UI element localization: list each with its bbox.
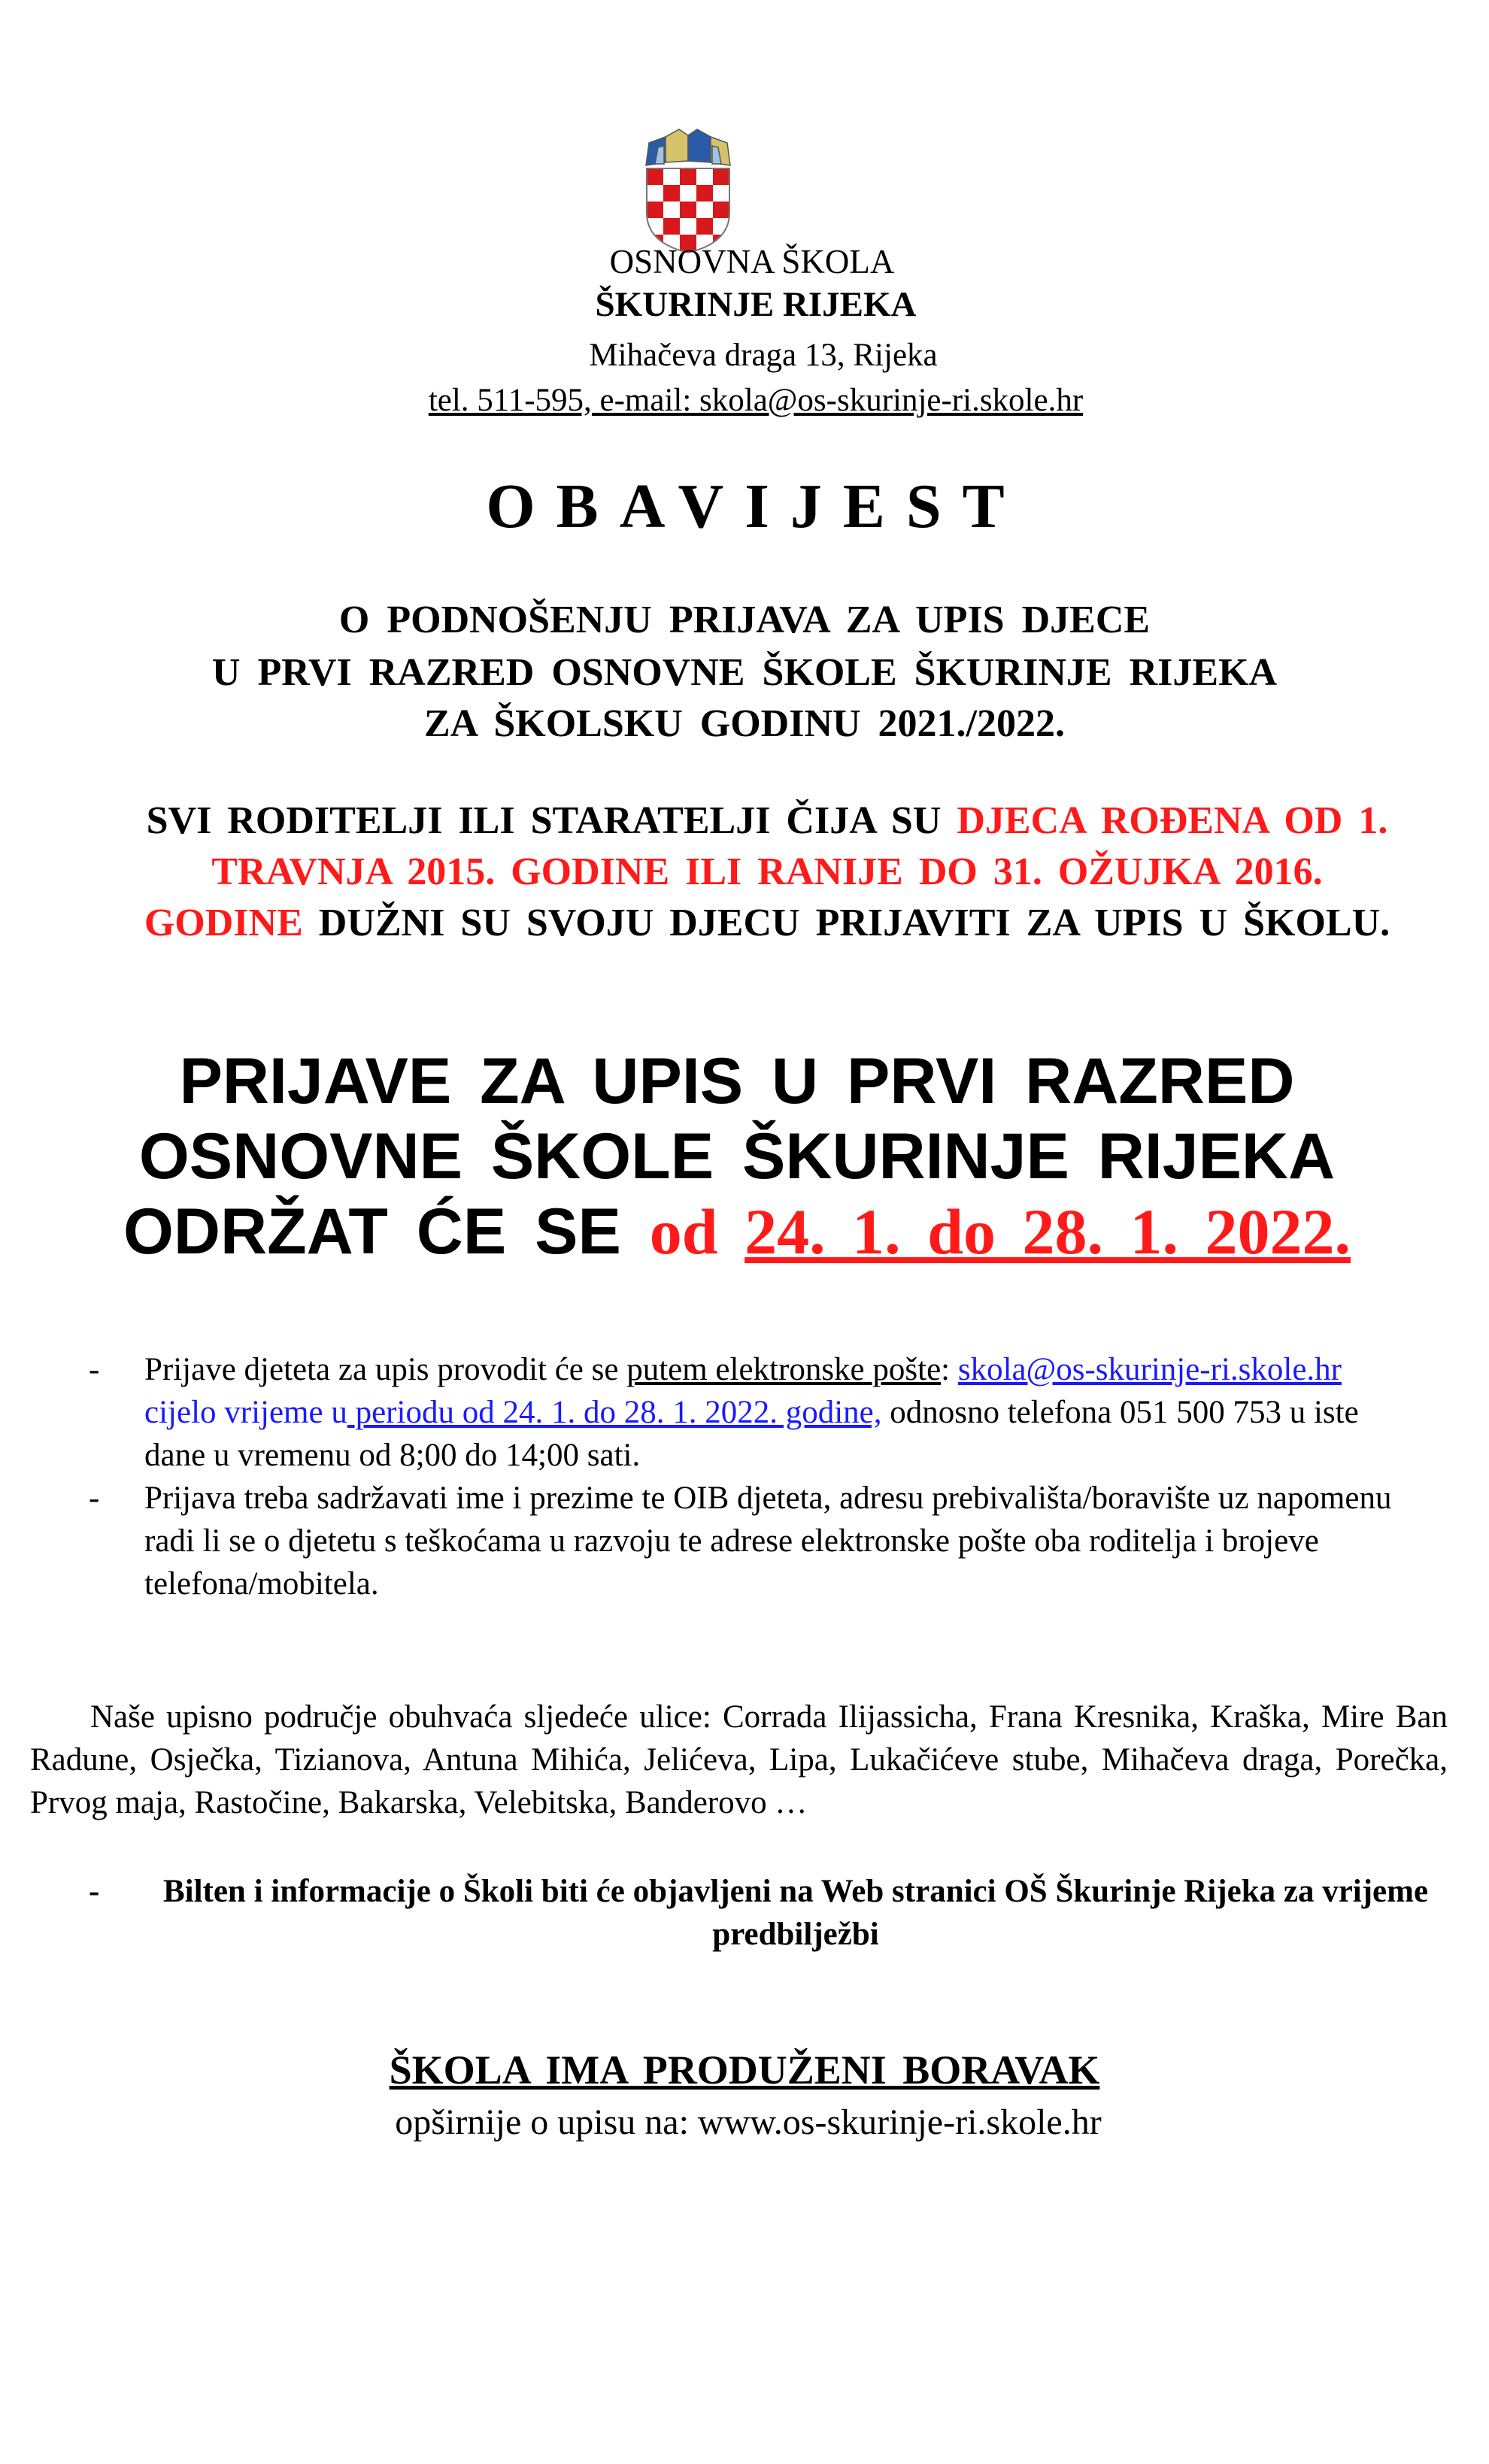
list-item [89,1477,1397,1605]
instruction-text: odnosno telefona 051 500 753 u iste dane u vremenu od 8;00 do 14;00 sati. [144,1395,1359,1473]
dash-bullet: - [89,1481,100,1516]
bulletin-text: Bilten i informacije o Školi biti će objavljeni na Web stranici OŠ Škurinje Rijeka za vrijeme predbilježbi [162,1874,1429,1952]
extended-stay-notice [0,2047,1489,2093]
list-item [89,1870,1442,1956]
bulletin-list [89,1870,1442,1956]
more-info-url[interactable]: opširnije o upisu na: www.os-skurinje-ri.skole.hr [395,2102,1102,2142]
enrollment-area-paragraph: Naše upisno područje obuhvaća sljedeće ulice: Corrada Ilijassicha, Frana Kresnika, Kraška, Mire Ban Radune, Osječka, Tizianova, Antuna Mihića, Jelićeva, Lipa, Lukačićeve stube, Mihačeva draga, Porečka, Prvog maja, Rastočine, Bakarska, Velebitska, Banderovo … [30,1699,1448,1820]
instruction-text: Prijave djeteta za upis provodit će se [144,1352,627,1387]
email-method: putem elektronske pošte [626,1352,942,1387]
headline-line-2: OSNOVNE ŠKOLE ŠKURINJE RIJEKA [138,1120,1336,1193]
date-range: 24. 1. do 28. 1. 2022. [744,1196,1351,1268]
school-name: ŠKURINJE RIJEKA [595,285,917,324]
headline-line-1: PRIJAVE ZA UPIS U PRVI RAZRED [179,1045,1295,1117]
enrollment-notice [128,796,1406,949]
instruction-text: : [941,1352,958,1387]
email-link[interactable]: skola@os-skurinje-ri.skole.hr [957,1352,1342,1387]
dash-bullet: - [89,1874,100,1909]
headline-line-3: ODRŽAT ĆE SE [123,1196,650,1268]
dash-bullet: - [89,1352,100,1387]
subtitle-line-1: O PODNOŠENJU PRIJAVA ZA UPIS DJECE [338,599,1151,641]
enrollment-dates-headline [60,1044,1414,1269]
date-prefix: od [649,1196,745,1268]
instruction-text: Prijava treba sadržavati ime i prezime te OIB djeteta, adresu prebivališta/boravište uz napomenu radi li se o djetetu s teškoćama u razvoju te adrese elektronske pošte oba roditelja i brojeve telefona/mobitela. [144,1481,1392,1602]
school-contact[interactable]: tel. 511-595, e-mail: skola@os-skurinje-ri.skole.hr [428,383,1084,418]
instruction-text-blue: cijelo vrijeme u [144,1395,347,1430]
subtitle-line-2: U PRVI RAZRED OSNOVNE ŠKOLE ŠKURINJE RIJEKA [211,651,1278,694]
school-type: OSNOVNA ŠKOLA [609,243,895,280]
notice-text-2: DUŽNI SU SVOJU DJECU PRIJAVITI ZA UPIS U ŠKOLU. [302,902,1390,944]
list-item [89,1348,1397,1477]
extended-stay-text: ŠKOLA IMA PRODUŽENI BORAVAK [389,2047,1100,2093]
instructions-list [89,1348,1397,1605]
page-title: OBAVIJEST [486,471,1026,541]
school-address: Mihačeva draga 13, Rijeka [589,338,938,373]
coat-of-arms-icon [635,126,741,254]
notice-text-1: SVI RODITELJI ILI STARATELJI ČIJA SU [146,799,957,842]
subtitle-line-3: ZA ŠKOLSKU GODINU 2021./2022. [423,702,1066,745]
period-link[interactable]: periodu od 24. 1. do 28. 1. 2022. godine, [347,1395,882,1430]
notice-birthdate-range: DJECA ROĐENA OD 1. TRAVNJA 2015. GODINE ILI RANIJE DO 31. OŽUJKA 2016. GODINE [144,799,1388,944]
